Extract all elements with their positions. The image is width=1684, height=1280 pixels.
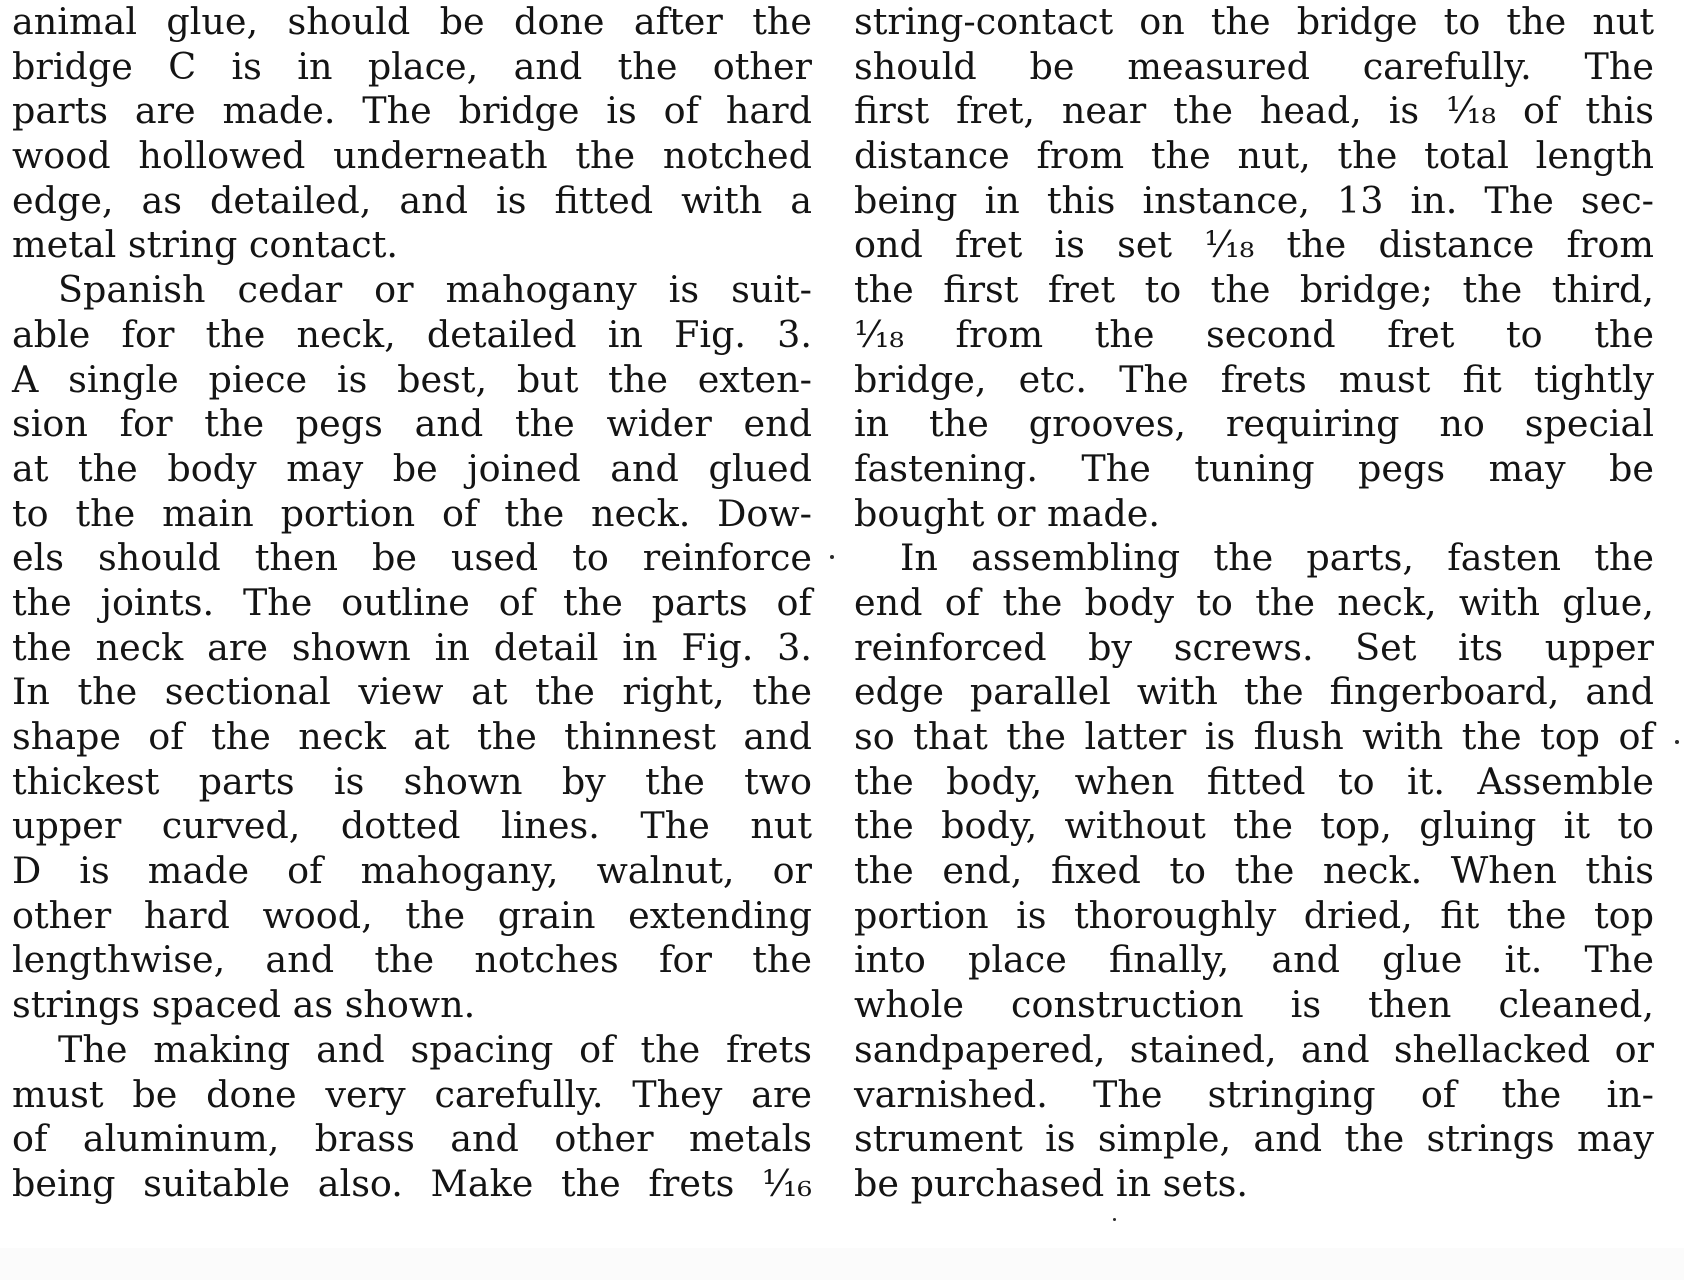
text-line: string-contact on the bridge to the nut xyxy=(854,0,1654,43)
text-line: wood hollowed underneath the notched xyxy=(12,134,812,178)
paragraph-start-line: The making and spacing of the frets xyxy=(58,1027,812,1071)
text-line: varnished. The stringing of the in- xyxy=(854,1072,1654,1116)
text-line: distance from the nut, the total length xyxy=(854,134,1654,178)
text-line: being suitable also. Make the frets ¹⁄₁₆ xyxy=(12,1161,812,1205)
text-line: ¹⁄₁₈ from the second fret to the xyxy=(854,312,1654,356)
ink-speck xyxy=(1675,740,1679,744)
text-line: be purchased in sets. xyxy=(854,1161,1249,1205)
text-line: strument is simple, and the strings may xyxy=(854,1117,1654,1161)
text-line: of aluminum, brass and other metals xyxy=(12,1117,812,1161)
left-column xyxy=(12,0,812,1207)
text-line: thickest parts is shown by the two xyxy=(12,759,812,803)
text-line: A single piece is best, but the exten- xyxy=(12,357,812,401)
text-line: reinforced by screws. Set its upper xyxy=(854,625,1654,669)
text-line: in the grooves, requiring no special xyxy=(854,402,1654,446)
text-line: bridge, etc. The frets must fit tightly xyxy=(854,357,1654,401)
text-line: should be measured carefully. The xyxy=(854,44,1654,88)
text-line: parts are made. The bridge is of hard xyxy=(12,89,812,133)
text-line: whole construction is then cleaned, xyxy=(854,983,1654,1027)
text-line: ond fret is set ¹⁄₁₈ the distance from xyxy=(854,223,1654,267)
text-line: the body, when fitted to it. Assemble xyxy=(854,759,1654,803)
paragraph-start-line: Spanish cedar or mahogany is suit- xyxy=(58,268,812,312)
text-line: so that the latter is flush with the top of xyxy=(854,715,1654,758)
paragraph-start-line: In assembling the parts, fasten the xyxy=(900,536,1654,580)
text-line: other hard wood, the grain extending xyxy=(12,893,812,937)
text-line: D is made of mahogany, walnut, or xyxy=(12,849,812,893)
text-line: able for the neck, detailed in Fig. 3. xyxy=(12,312,812,356)
text-line: shape of the neck at the thinnest and xyxy=(12,715,812,758)
text-line: the end, fixed to the neck. When this xyxy=(854,849,1654,893)
text-line: upper curved, dotted lines. The nut xyxy=(12,804,812,848)
text-line: portion is thoroughly dried, fit the top xyxy=(854,893,1654,937)
text-line: In the sectional view at the right, the xyxy=(12,670,812,714)
text-line: to the main portion of the neck. Dow- xyxy=(12,491,812,535)
text-line: being in this instance, 13 in. The sec- xyxy=(854,178,1654,222)
ink-speck xyxy=(1113,1218,1116,1221)
ink-speck xyxy=(830,555,834,559)
text-line: bridge C is in place, and the other xyxy=(12,44,812,88)
text-line: sion for the pegs and the wider end xyxy=(12,402,812,446)
right-column xyxy=(854,0,1654,1207)
text-line: the neck are shown in detail in Fig. 3. xyxy=(12,625,812,669)
text-line: animal glue, should be done after the xyxy=(12,0,812,43)
text-line: must be done very carefully. They are xyxy=(12,1072,812,1116)
text-line: the joints. The outline of the parts of xyxy=(12,580,812,624)
text-line: metal string contact. xyxy=(12,223,398,267)
text-line: edge, as detailed, and is fitted with a xyxy=(12,178,812,222)
text-line: end of the body to the neck, with glue, xyxy=(854,580,1654,624)
text-line: the first fret to the bridge; the third, xyxy=(854,268,1654,312)
text-line: the body, without the top, gluing it to xyxy=(854,804,1654,848)
page-bottom-margin xyxy=(0,1248,1684,1280)
text-line: strings spaced as shown. xyxy=(12,983,476,1027)
text-line: first fret, near the head, is ¹⁄₁₈ of this xyxy=(854,89,1654,133)
text-line: bought or made. xyxy=(854,491,1160,535)
text-line: edge parallel with the fingerboard, and xyxy=(854,670,1654,714)
text-line: at the body may be joined and glued xyxy=(12,446,812,490)
text-line: lengthwise, and the notches for the xyxy=(12,938,812,982)
text-line: sandpapered, stained, and shellacked or xyxy=(854,1027,1654,1071)
text-line: into place finally, and glue it. The xyxy=(854,938,1654,982)
text-line: fastening. The tuning pegs may be xyxy=(854,446,1654,490)
text-line: els should then be used to reinforce xyxy=(12,536,812,580)
